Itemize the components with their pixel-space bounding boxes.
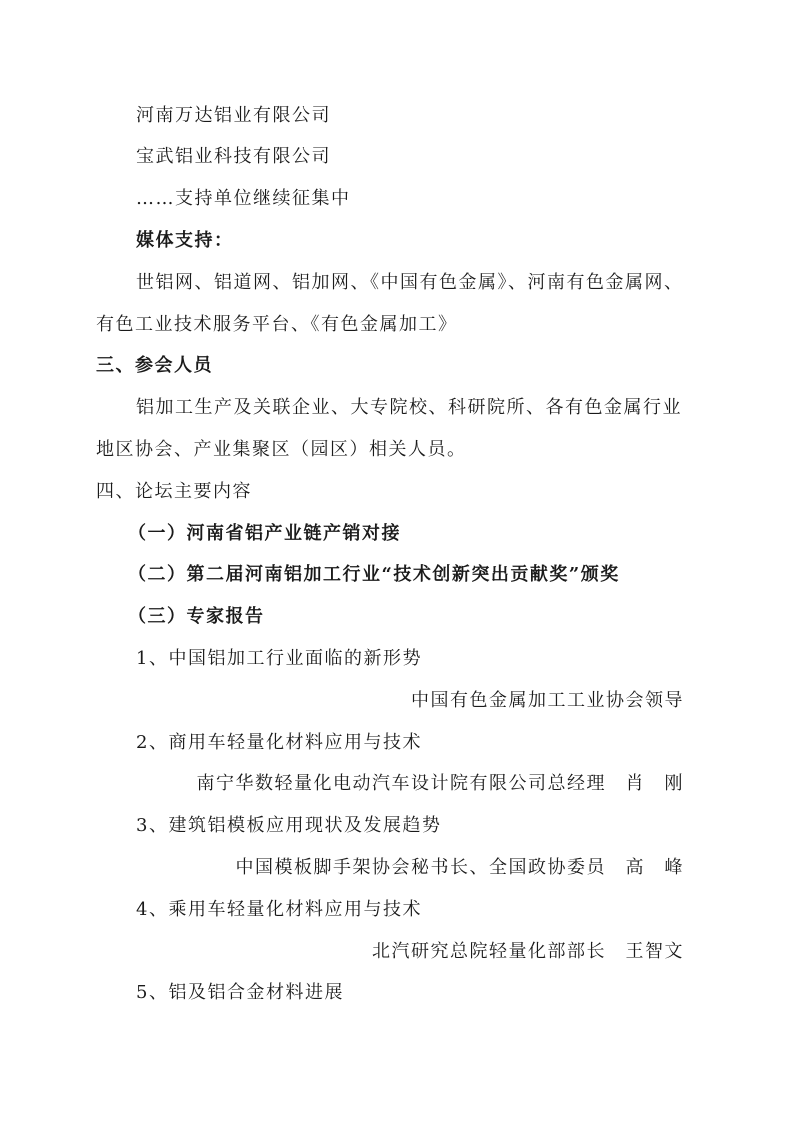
support-unit-more: ……支持单位继续征集中 xyxy=(136,188,351,209)
forum-item-3: （三）专家报告 xyxy=(128,606,265,627)
report-4-speaker: 北汽研究总院轻量化部部长 王智文 xyxy=(372,941,684,962)
report-3-speaker: 中国模板脚手架协会秘书长、全国政协委员 高 峰 xyxy=(235,857,684,878)
attendees-line-2: 地区协会、产业集聚区（园区）相关人员。 xyxy=(96,439,467,460)
media-heading: 媒体支持： xyxy=(136,230,234,251)
report-5-title: 5、铝及铝合金材料进展 xyxy=(136,982,344,1003)
attendees-line-1: 铝加工生产及关联企业、大专院校、科研院所、各有色金属行业 xyxy=(136,397,682,418)
forum-item-2: （二）第二届河南铝加工行业“技术创新突出贡献奖”颁奖 xyxy=(128,564,620,585)
report-2-title: 2、商用车轻量化材料应用与技术 xyxy=(136,732,422,753)
forum-item-1: （一）河南省铝产业链产销对接 xyxy=(128,523,401,544)
support-unit-1: 河南万达铝业有限公司 xyxy=(136,105,331,126)
report-3-title: 3、建筑铝模板应用现状及发展趋势 xyxy=(136,815,442,836)
forum-heading: 四、论坛主要内容 xyxy=(96,481,252,502)
report-1-title: 1、中国铝加工行业面临的新形势 xyxy=(136,648,422,669)
report-1-speaker: 中国有色金属加工工业协会领导 xyxy=(411,690,684,711)
report-2-speaker: 南宁华数轻量化电动汽车设计院有限公司总经理 肖 刚 xyxy=(196,773,684,794)
support-unit-2: 宝武铝业科技有限公司 xyxy=(136,146,331,167)
attendees-heading: 三、参会人员 xyxy=(96,355,213,376)
media-line-2: 有色工业技术服务平台、《有色金属加工》 xyxy=(96,314,458,335)
media-line-1: 世铝网、铝道网、铝加网、《中国有色金属》、河南有色金属网、 xyxy=(136,272,684,293)
report-4-title: 4、乘用车轻量化材料应用与技术 xyxy=(136,899,422,920)
